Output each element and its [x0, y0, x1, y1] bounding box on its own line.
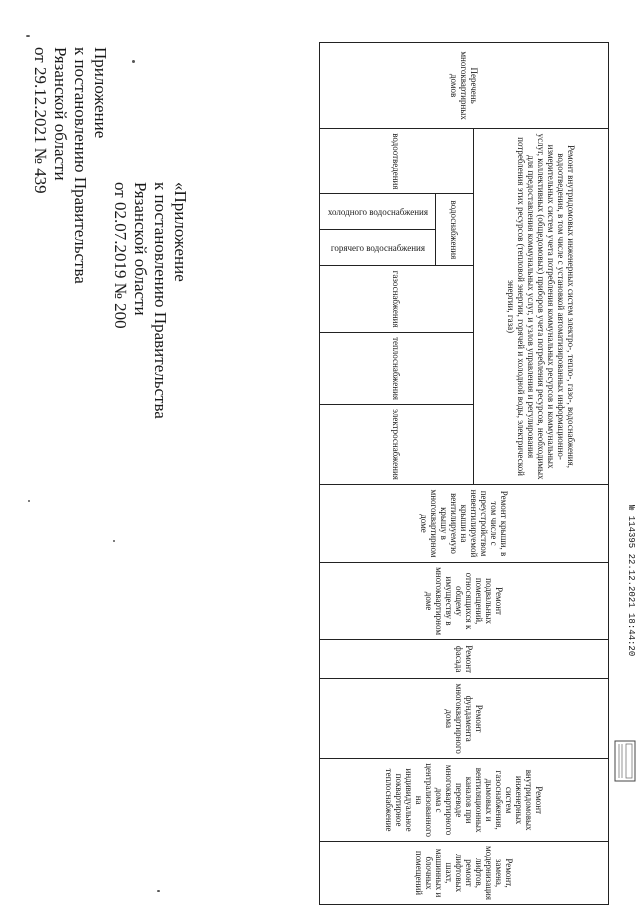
scan-speck: [113, 540, 115, 542]
hot-water-label: горячего водоснабжения: [330, 242, 425, 253]
header-cell-roof: Ремонт крыши, в том числе с переустройством невентилируемой крыши на вентилируемую крышу в многоквартирном доме: [320, 484, 609, 562]
header-cell-houses: Перечень многоквартирных домов: [320, 43, 609, 129]
header-cell-sewerage: водоотведения: [320, 129, 474, 194]
header-cell-water-supply: водоснабжения: [436, 194, 474, 266]
resolution-date-number: от 29.12.2021 № 439: [31, 47, 50, 194]
scan-speck: [28, 500, 30, 502]
header-cell-engineering-systems: Ремонт внутридомовых инженерных систем электро-, тепло-, газо-, водоснабжения, водоотведения, в том числе с установкой автоматизированных информационно-измерительных систем учета потребления коммунальных ресурсов и коммунальных услуг, коллективных (общедомовых) приборов учета потребления ресурсов, необходимых для предоставления коммунальных услуг, и узлов управления и регулирования потребления этих ресурсов (тепловой энергии, горячей и холодной воды, электрической энергии, газа): [474, 129, 609, 485]
stamp-icon: [614, 740, 636, 782]
resolution-date-number: от 02.07.2019 № 200: [111, 182, 130, 329]
header-cell-cold-water: [320, 194, 436, 230]
header-cell-electric-supply: электроснабжения: [320, 405, 474, 485]
resolution-label: к постановлению Правительства: [151, 182, 170, 419]
header-cell-facade: Ремонт фасада: [320, 640, 609, 679]
scan-speck: [157, 890, 160, 892]
header-cell-basement: Ремонт подвальных помещений, относящихся к общему имуществу в многоквартирном доме: [320, 563, 609, 640]
repair-types-table: [319, 42, 609, 905]
region-label: Рязанской области: [51, 47, 70, 181]
header-cell-gas-supply: газоснабжения: [320, 266, 474, 333]
header-cell-heat-supply: теплоснабжения: [320, 332, 474, 404]
cold-water-label: холодного водоснабжения: [327, 206, 428, 217]
header-cell-foundation: Ремонт фундамента многоквартирного дома: [320, 679, 609, 759]
region-label: Рязанской области: [131, 182, 150, 316]
header-cell-gas-systems: Ремонт внутридомовых инженерных систем газоснабжения, дымовых и вентиляционных каналов при переводе многоквартирного дома с централизованного на индивидуальное поквартирное теплоснабжение: [320, 759, 609, 842]
appendix-header-current: [30, 47, 110, 284]
scan-speck: [26, 35, 30, 37]
appendix-label: Приложение: [91, 47, 110, 139]
appendix-label: «Приложение: [171, 182, 190, 282]
header-cell-elevators: Ремонт, замена, модернизация лифтов, ремонт лифтовых шахт, машинных и блочных помещений: [320, 842, 609, 905]
header-cell-hot-water: [320, 230, 436, 266]
appendix-header-original: [110, 182, 190, 419]
document-registration-id: № 114395 22.12.2021 18:44:20: [626, 505, 636, 657]
resolution-label: к постановлению Правительства: [71, 47, 90, 284]
scan-speck: [132, 60, 135, 63]
